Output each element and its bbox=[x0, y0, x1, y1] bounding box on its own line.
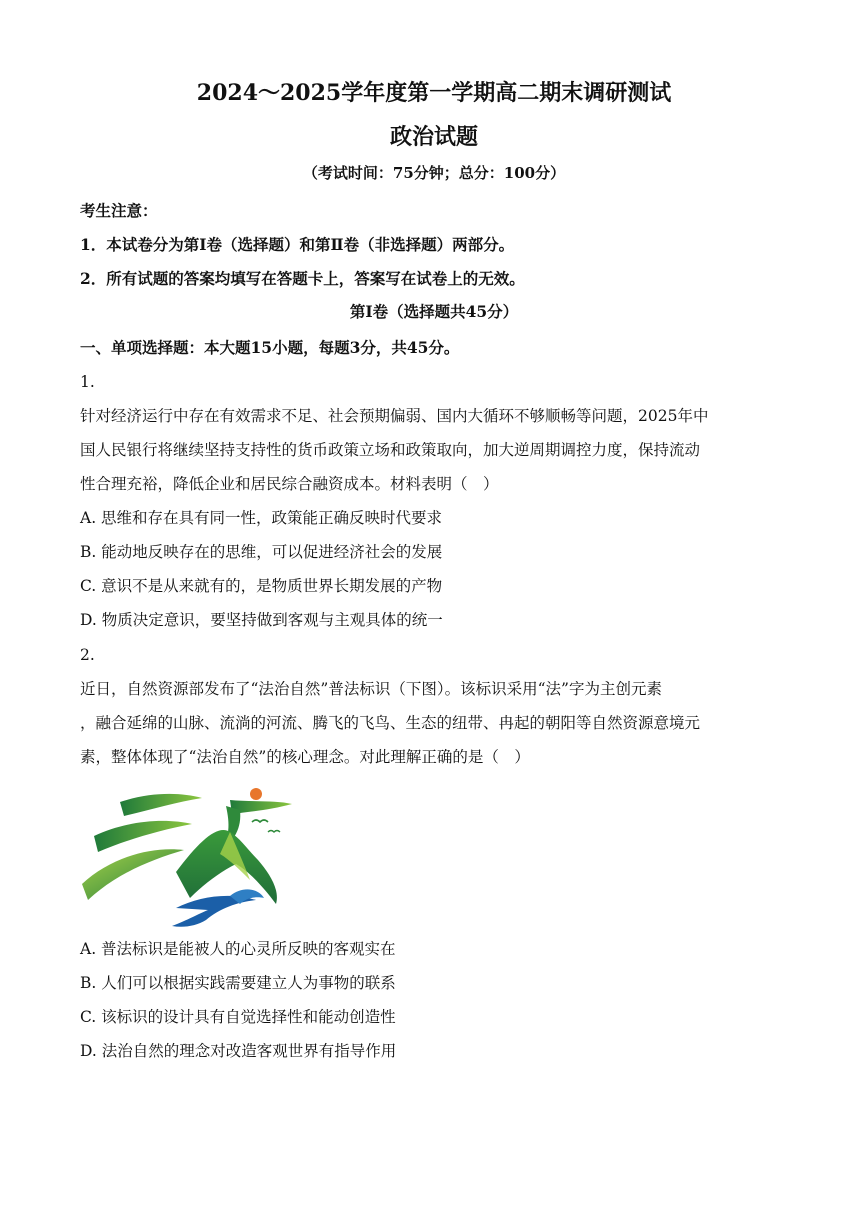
fazhi-ziran-logo bbox=[80, 780, 295, 928]
notice-heading: 考生注意： bbox=[80, 201, 158, 220]
sun-icon bbox=[250, 788, 262, 800]
option-d: D. 物质决定意识，要坚持做到客观与主观具体的统一 bbox=[80, 611, 443, 629]
option-c: C. 该标识的设计具有自觉选择性和能动创造性 bbox=[80, 1008, 396, 1026]
notice-item: 1．本试卷分为第Ⅰ卷（选择题）和第Ⅱ卷（非选择题）两部分。 bbox=[80, 235, 515, 254]
option-d: D. 法治自然的理念对改造客观世界有指导作用 bbox=[80, 1042, 397, 1060]
part-title: 第Ⅰ卷（选择题共45分） bbox=[349, 302, 519, 321]
option-c: C. 意识不是从来就有的，是物质世界长期发展的产物 bbox=[80, 577, 443, 595]
question-stem-line: 针对经济运行中存在有效需求不足、社会预期偏弱、国内大循环不够顺畅等问题，2025年中 bbox=[80, 407, 709, 425]
exam-info: （考试时间：75分钟；总分：100分） bbox=[302, 164, 566, 182]
option-a: A. 普法标识是能被人的心灵所反映的客观实在 bbox=[80, 940, 396, 958]
option-b: B. 能动地反映存在的思维，可以促进经济社会的发展 bbox=[80, 543, 443, 561]
option-a: A. 思维和存在具有同一性，政策能正确反映时代要求 bbox=[80, 509, 443, 527]
question-number: 1. bbox=[80, 373, 95, 391]
question-stem-line: ，融合延绵的山脉、流淌的河流、腾飞的飞鸟、生态的纽带、冉起的朝阳等自然资源意境元 bbox=[80, 714, 701, 732]
question-stem-line: 近日，自然资源部发布了“法治自然”普法标识（下图）。该标识采用“法”字为主创元素 bbox=[80, 680, 662, 698]
notice-item: 2．所有试题的答案均填写在答题卡上，答案写在试卷上的无效。 bbox=[80, 269, 525, 288]
option-b: B. 人们可以根据实践需要建立人为事物的联系 bbox=[80, 974, 396, 992]
exam-title: 2024～2025学年度第一学期高二期末调研测试 bbox=[196, 80, 672, 106]
question-stem-line: 素，整体体现了“法治自然”的核心理念。对此理解正确的是（ ） bbox=[80, 748, 530, 766]
question-stem-line: 国人民银行将继续坚持支持性的货币政策立场和政策取向，加大逆周期调控力度，保持流动 bbox=[80, 441, 701, 459]
question-number: 2. bbox=[80, 646, 95, 664]
subject-title: 政治试题 bbox=[389, 124, 478, 150]
section-heading: 一、单项选择题：本大题15小题，每题3分，共45分。 bbox=[80, 338, 460, 357]
question-stem-line: 性合理充裕，降低企业和居民综合融资成本。材料表明（ ） bbox=[80, 475, 499, 493]
